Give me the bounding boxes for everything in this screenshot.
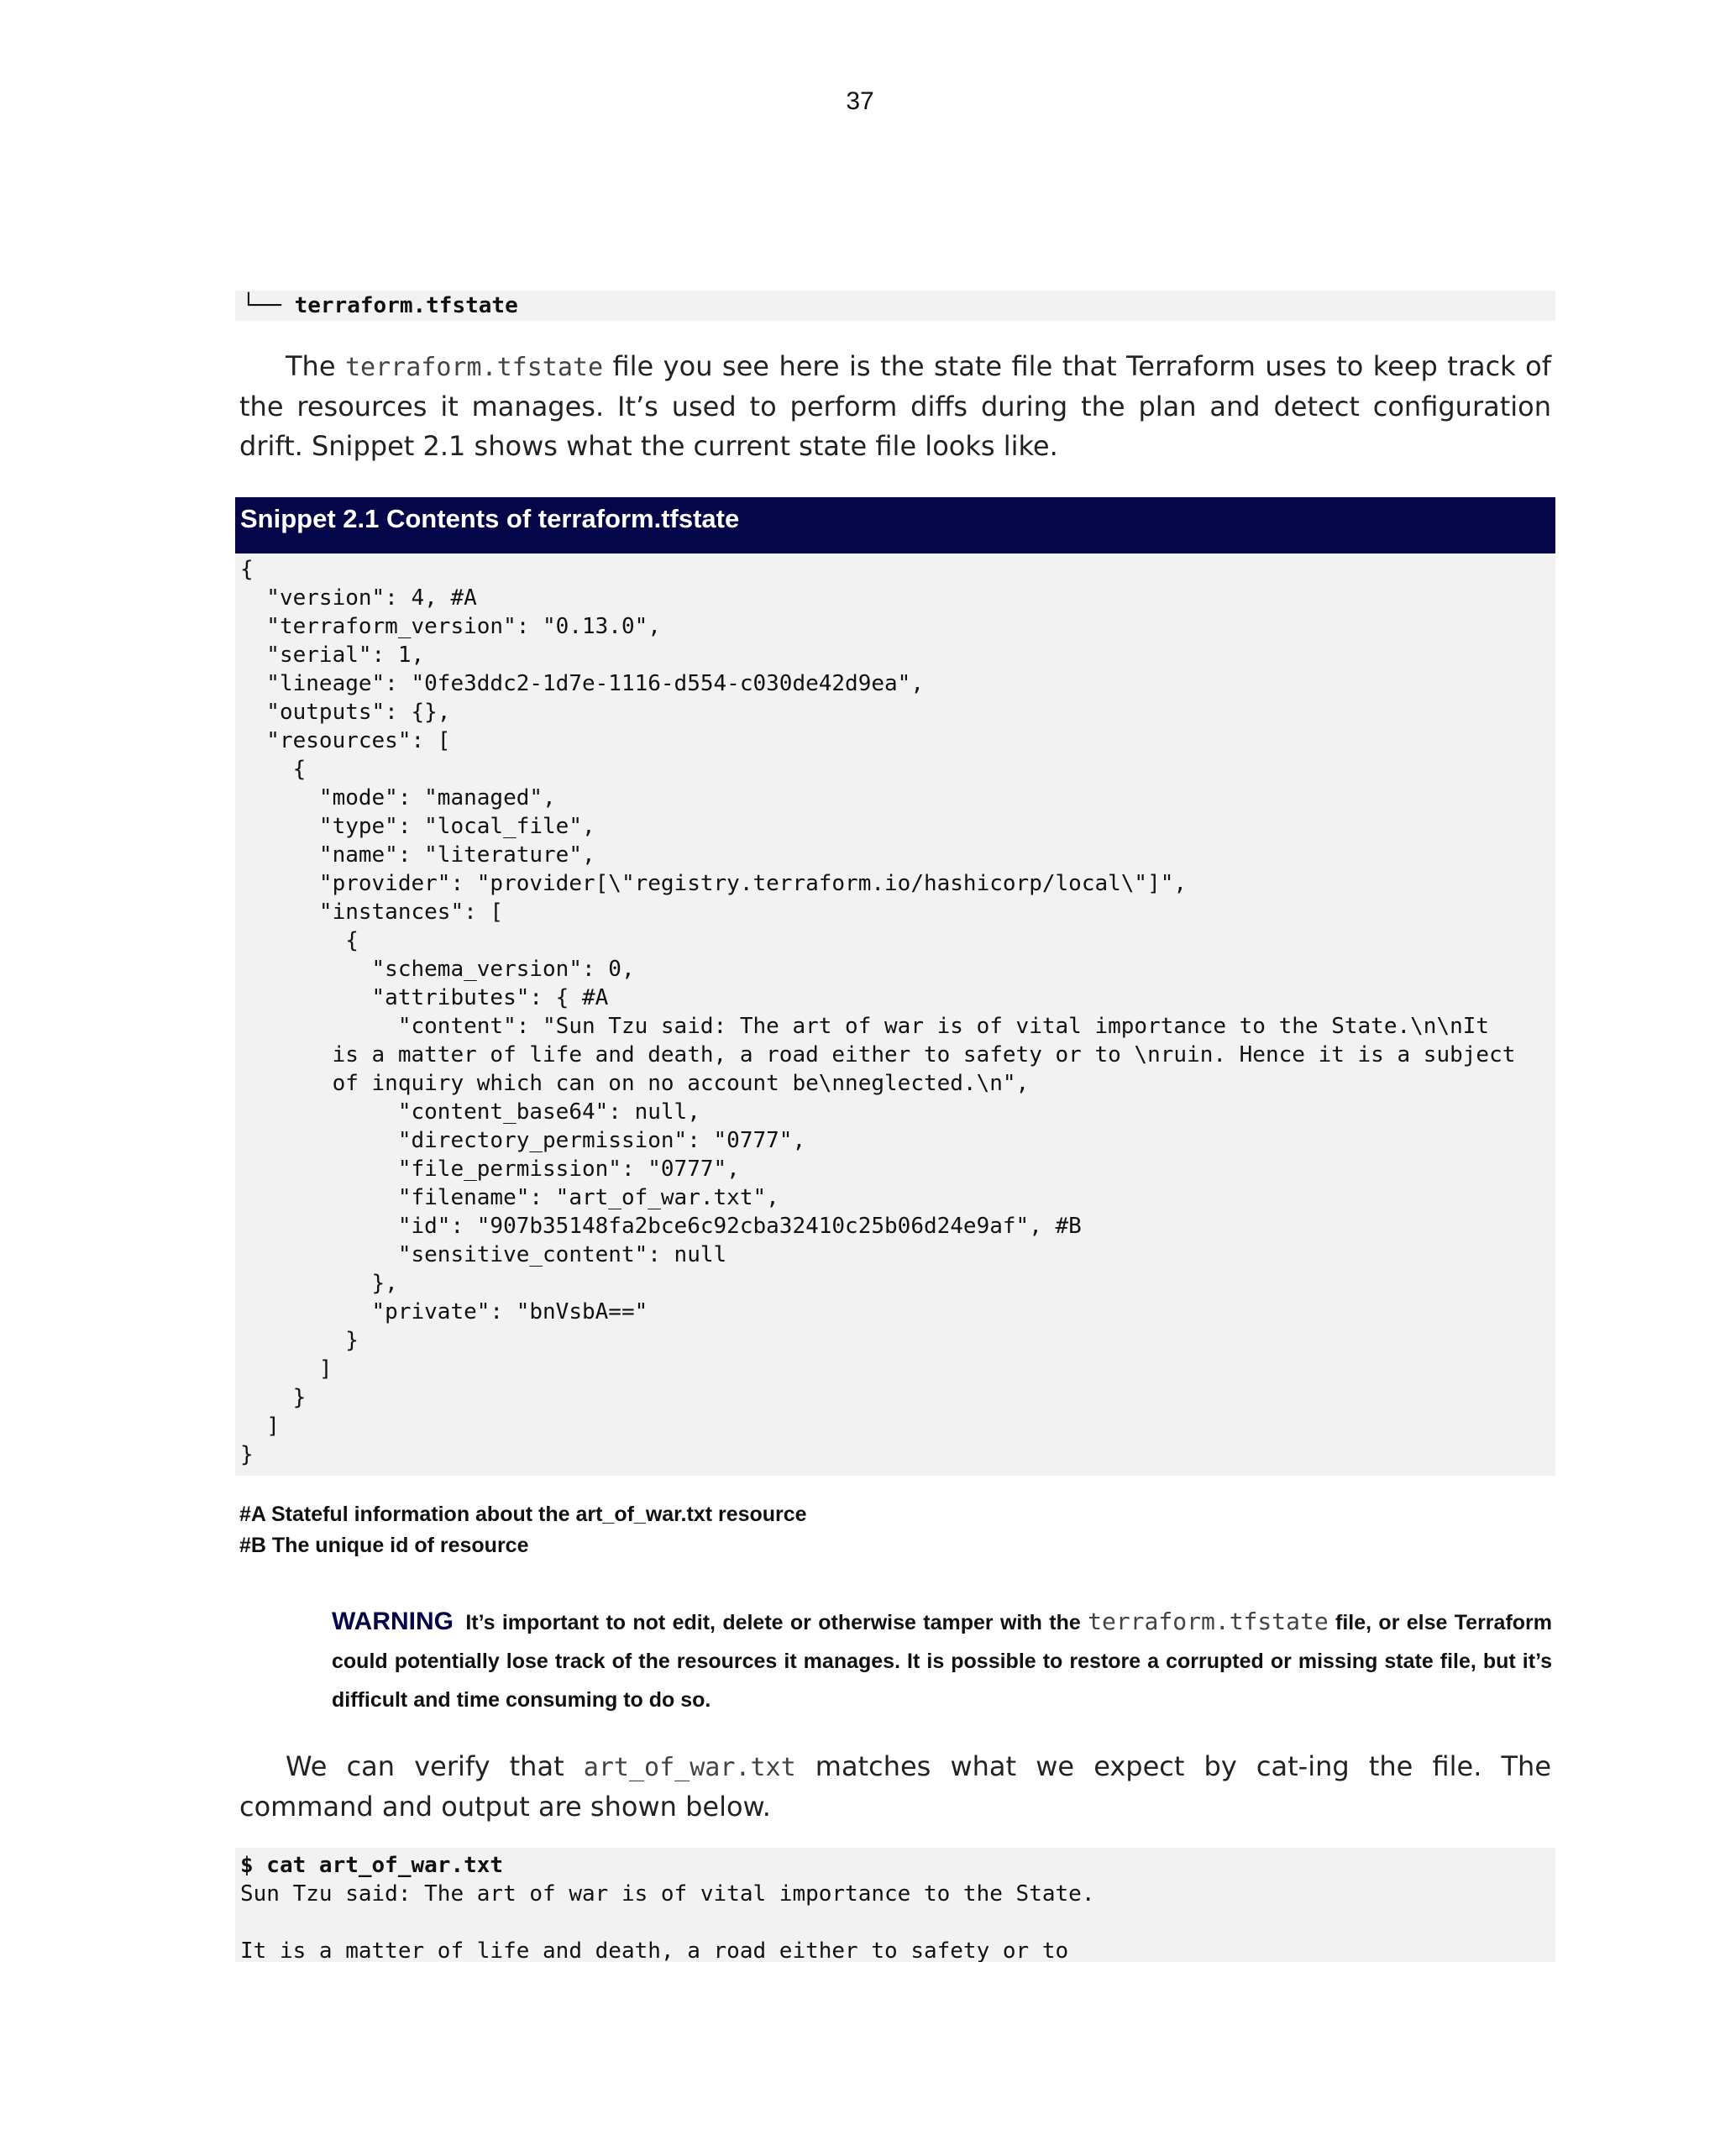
code-line: { bbox=[240, 557, 254, 582]
warning-callout bbox=[332, 1603, 1552, 1719]
snippet-notes bbox=[239, 1499, 1499, 1561]
code-line: of inquiry which can on no account be\nneglected.\n", bbox=[240, 1071, 1030, 1096]
command-output-line: It is a matter of life and death, a road either to safety or to bbox=[240, 1938, 1069, 1962]
code-line: "attributes": { #A bbox=[240, 985, 609, 1010]
code-line: "provider": "provider[\"registry.terraform.io/hashicorp/local\"]", bbox=[240, 871, 1188, 896]
code-line: "lineage": "0fe3ddc2-1d7e-1116-d554-c030de42d9ea", bbox=[240, 671, 924, 696]
intro-paragraph bbox=[239, 347, 1551, 466]
code-line: ] bbox=[240, 1356, 333, 1382]
page-number: 37 bbox=[846, 87, 874, 115]
code-line: "resources": [ bbox=[240, 728, 451, 753]
code-line: } bbox=[240, 1328, 359, 1353]
code-line: "directory_permission": "0777", bbox=[240, 1128, 806, 1153]
command-block bbox=[235, 1848, 1555, 1962]
code-line: "content_base64": null, bbox=[240, 1099, 700, 1125]
snippet-code-block bbox=[235, 553, 1555, 1476]
intro-text-2: file you see here is the state file that Terraform uses to keep track of the resources it manages. It’s used to perform diffs during the plan and detect configuration drift. Snippet 2.1 shows what the current state file looks like. bbox=[239, 350, 1552, 462]
warning-code: terraform.tfstate bbox=[1088, 1608, 1329, 1635]
code-line: "content": "Sun Tzu said: The art of war is of vital importance to the State.\n\nIt bbox=[240, 1014, 1490, 1039]
code-line: "serial": 1, bbox=[240, 643, 425, 668]
code-line: "type": "local_file", bbox=[240, 814, 595, 839]
intro-text-1: The bbox=[286, 350, 345, 382]
note-a: #A Stateful information about the art_of_war.txt resource bbox=[239, 1503, 807, 1526]
command-line: $ cat art_of_war.txt bbox=[240, 1853, 504, 1878]
code-line: "version": 4, #A bbox=[240, 585, 477, 611]
code-line: "mode": "managed", bbox=[240, 785, 556, 810]
code-line: "terraform_version": "0.13.0", bbox=[240, 614, 661, 639]
note-b: #B The unique id of resource bbox=[239, 1534, 529, 1557]
verify-paragraph bbox=[239, 1747, 1551, 1827]
warning-text-1: It’s important to not edit, delete or otherwise tamper with the bbox=[459, 1611, 1088, 1634]
code-line: { bbox=[240, 928, 359, 953]
file-tree-line bbox=[235, 291, 1555, 321]
code-line: "private": "bnVsbA==" bbox=[240, 1299, 648, 1325]
command-output-line: Sun Tzu said: The art of war is of vital importance to the State. bbox=[240, 1881, 1095, 1907]
code-line: ] bbox=[240, 1414, 280, 1439]
code-line: "schema_version": 0, bbox=[240, 957, 635, 982]
code-line: "instances": [ bbox=[240, 900, 504, 925]
code-line: "filename": "art_of_war.txt", bbox=[240, 1185, 779, 1210]
tree-branch: └── bbox=[242, 293, 295, 318]
code-line: "name": "literature", bbox=[240, 842, 595, 868]
verify-code: art_of_war.txt bbox=[583, 1753, 796, 1782]
code-line: "id": "907b35148fa2bce6c92cba32410c25b06d24e9af", #B bbox=[240, 1214, 1082, 1239]
code-line: }, bbox=[240, 1271, 398, 1296]
intro-code: terraform.tfstate bbox=[344, 353, 604, 382]
code-line: "outputs": {}, bbox=[240, 700, 451, 725]
code-line: is a matter of life and death, a road either to safety or to \nruin. Hence it is a subject bbox=[240, 1042, 1516, 1068]
code-line: } bbox=[240, 1385, 307, 1410]
code-line: } bbox=[240, 1442, 254, 1467]
verify-text-1: We can verify that bbox=[286, 1750, 584, 1782]
snippet-title: Snippet 2.1 Contents of terraform.tfstate bbox=[235, 497, 1555, 553]
code-line: { bbox=[240, 757, 307, 782]
code-line: "file_permission": "0777", bbox=[240, 1157, 740, 1182]
code-line: "sensitive_content": null bbox=[240, 1242, 727, 1267]
verify-text-2: matches what we expect by cat-ing the file. The command and output are shown below. bbox=[239, 1750, 1552, 1823]
tree-filename: terraform.tfstate bbox=[294, 293, 518, 318]
warning-text-2: file, or else Terraform could potentially lose track of the resources it manages. It is possible to restore a corrupted or missing state file, but it’s difficult and time consuming to do so. bbox=[332, 1611, 1552, 1712]
warning-label: WARNING bbox=[332, 1608, 454, 1635]
